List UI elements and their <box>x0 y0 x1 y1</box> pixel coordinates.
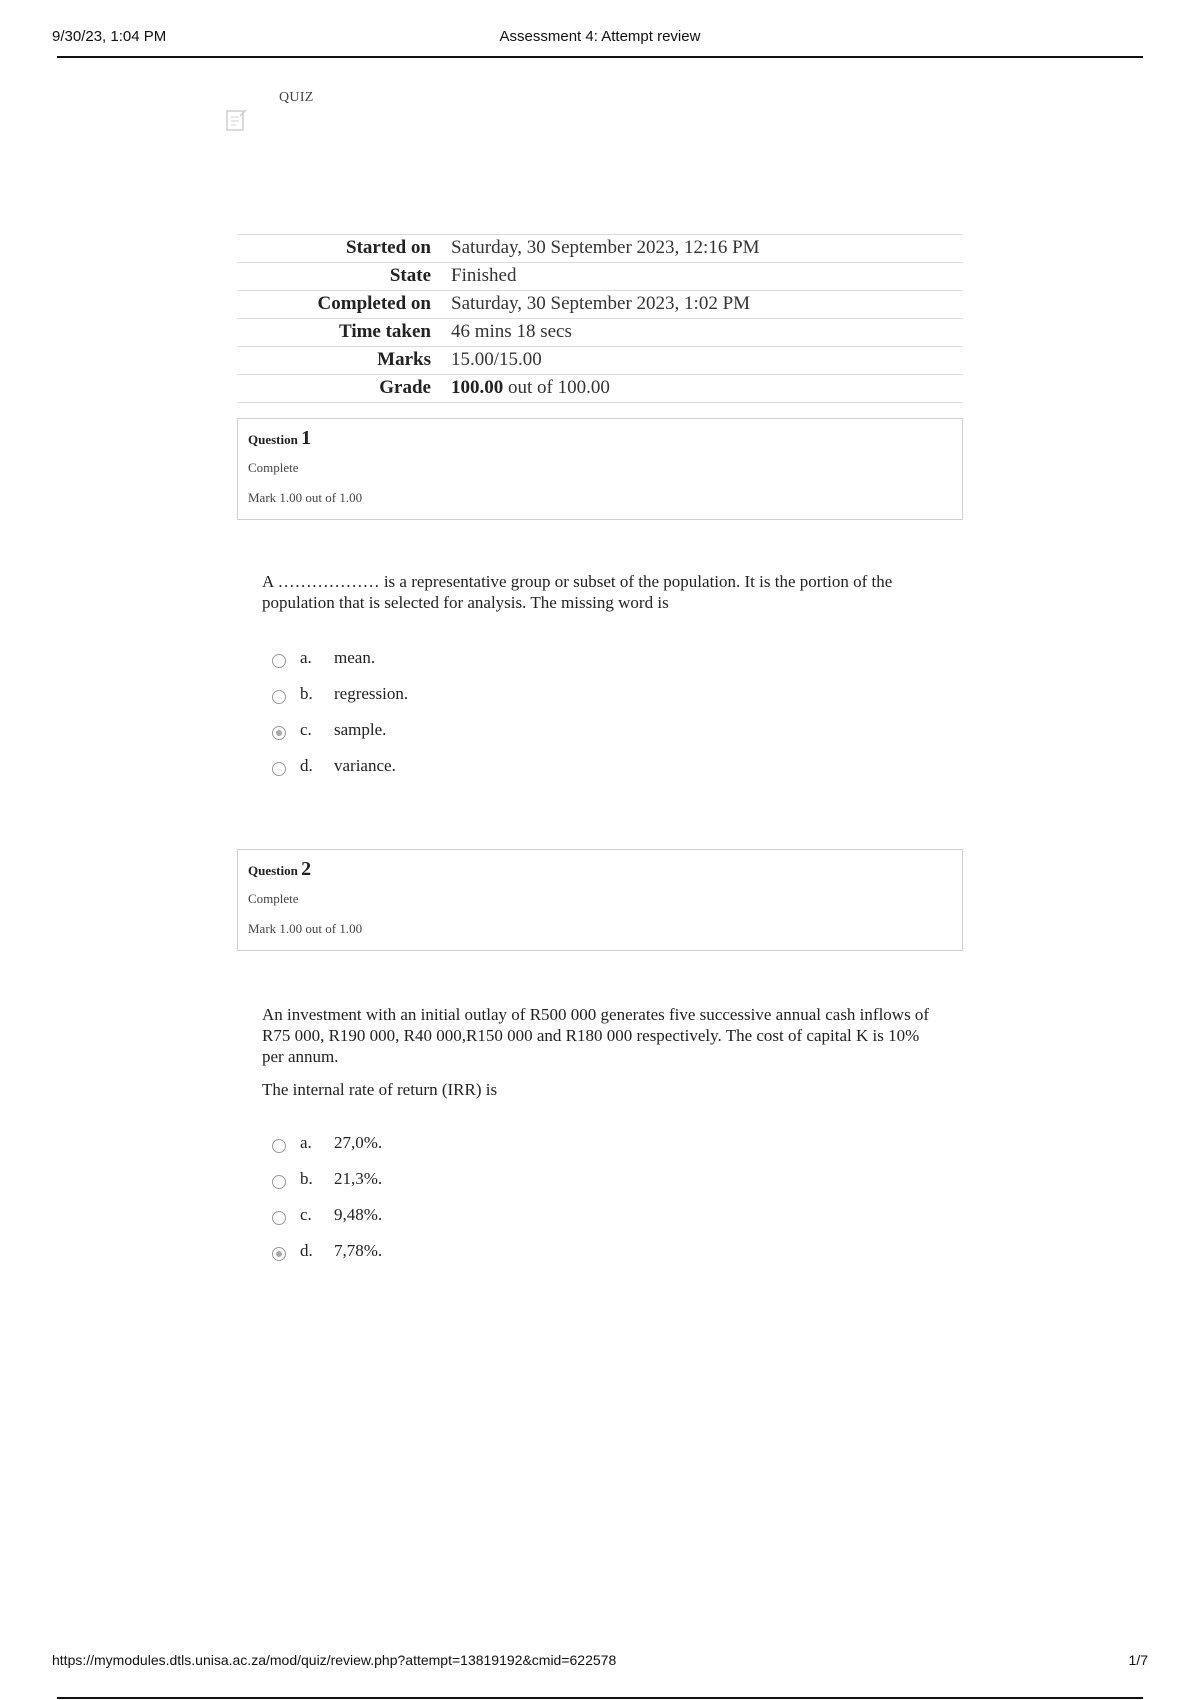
quiz-icon <box>226 108 248 132</box>
answer-list-2 <box>270 1133 770 1277</box>
answer-letter: d. <box>300 756 313 775</box>
question-number <box>248 858 952 881</box>
question-text-2 <box>262 1004 942 1112</box>
answer-letter: c. <box>300 1205 312 1224</box>
summary-label: Completed on <box>317 293 431 314</box>
question-number-value: 2 <box>301 858 312 880</box>
answer-option[interactable] <box>270 648 770 684</box>
answer-letter: b. <box>300 684 313 703</box>
question-text-1 <box>262 571 942 625</box>
answer-option[interactable] <box>270 1169 770 1205</box>
question-state: Complete <box>248 891 299 906</box>
question-paragraph: An investment with an initial outlay of R500 000 generates five successive annual cash inflows of R75 000, R190 000, R40 000,R150 000 and R180 000 respectively. The cost of capital K is 10% per annum. <box>262 1005 930 1066</box>
question-mark: Mark 1.00 out of 1.00 <box>248 921 363 936</box>
question-mark: Mark 1.00 out of 1.00 <box>248 490 363 505</box>
summary-row-grade <box>237 375 963 403</box>
summary-value: Finished <box>451 265 517 286</box>
radio-button[interactable] <box>272 654 286 668</box>
radio-button[interactable] <box>272 1139 286 1153</box>
summary-row-completed <box>237 291 963 319</box>
print-page-title: Assessment 4: Attempt review <box>499 28 701 45</box>
radio-button[interactable] <box>272 1211 286 1225</box>
answer-option[interactable] <box>270 1133 770 1169</box>
print-datetime: 9/30/23, 1:04 PM <box>52 28 167 45</box>
answer-list-1 <box>270 648 770 792</box>
radio-button[interactable] <box>272 1175 286 1189</box>
footer-divider <box>57 1697 1143 1699</box>
radio-button-selected[interactable] <box>272 726 286 740</box>
summary-value: 46 mins 18 secs <box>451 321 572 342</box>
answer-text: variance. <box>334 756 396 775</box>
answer-text: mean. <box>334 648 376 667</box>
answer-letter: d. <box>300 1241 313 1260</box>
question-paragraph: The internal rate of return (IRR) is <box>262 1080 498 1099</box>
grade-score: 100.00 <box>451 377 504 398</box>
summary-row-state <box>237 263 963 291</box>
question-paragraph: A ……………… is a representative group or subset of the population. It is the portion of the population that is selected for analysis. The missing word is <box>262 572 893 612</box>
summary-row-marks <box>237 347 963 375</box>
answer-option[interactable] <box>270 720 770 756</box>
summary-value: 15.00/15.00 <box>451 349 542 370</box>
radio-button[interactable] <box>272 762 286 776</box>
answer-letter: b. <box>300 1169 313 1188</box>
summary-label: Started on <box>346 237 431 258</box>
summary-value <box>451 375 963 403</box>
answer-option[interactable] <box>270 756 770 792</box>
answer-letter: c. <box>300 720 312 739</box>
answer-text: 9,48%. <box>334 1205 383 1224</box>
radio-button[interactable] <box>272 690 286 704</box>
answer-text: sample. <box>334 720 387 739</box>
answer-text: regression. <box>334 684 409 703</box>
question-label: Question <box>248 863 302 878</box>
activity-label: QUIZ <box>279 90 314 105</box>
summary-label: Marks <box>377 349 431 370</box>
question-number-value: 1 <box>301 427 312 449</box>
answer-letter: a. <box>300 648 312 667</box>
answer-text: 21,3%. <box>334 1169 383 1188</box>
answer-option[interactable] <box>270 1241 770 1277</box>
answer-letter: a. <box>300 1133 312 1152</box>
print-url: https://mymodules.dtls.unisa.ac.za/mod/quiz/review.php?attempt=13819192&cmid=622578 <box>52 1652 617 1668</box>
answer-text: 27,0%. <box>334 1133 383 1152</box>
answer-option[interactable] <box>270 1205 770 1241</box>
answer-text: 7,78%. <box>334 1241 383 1260</box>
summary-row-started <box>237 235 963 263</box>
summary-value: Saturday, 30 September 2023, 12:16 PM <box>451 237 760 258</box>
summary-label: State <box>389 265 431 286</box>
radio-button-selected[interactable] <box>272 1247 286 1261</box>
print-page-number: 1/7 <box>1128 1652 1148 1668</box>
question-info-2 <box>237 849 963 951</box>
grade-total: out of 100.00 <box>503 377 610 398</box>
answer-option[interactable] <box>270 684 770 720</box>
question-label: Question <box>248 432 302 447</box>
attempt-summary-table <box>237 234 963 403</box>
question-state: Complete <box>248 460 299 475</box>
summary-value: Saturday, 30 September 2023, 1:02 PM <box>451 293 751 314</box>
summary-row-time-taken <box>237 319 963 347</box>
question-number <box>248 427 952 450</box>
summary-label: Grade <box>379 377 431 398</box>
summary-label: Time taken <box>338 321 431 342</box>
header-divider <box>57 56 1143 58</box>
question-info-1 <box>237 418 963 520</box>
